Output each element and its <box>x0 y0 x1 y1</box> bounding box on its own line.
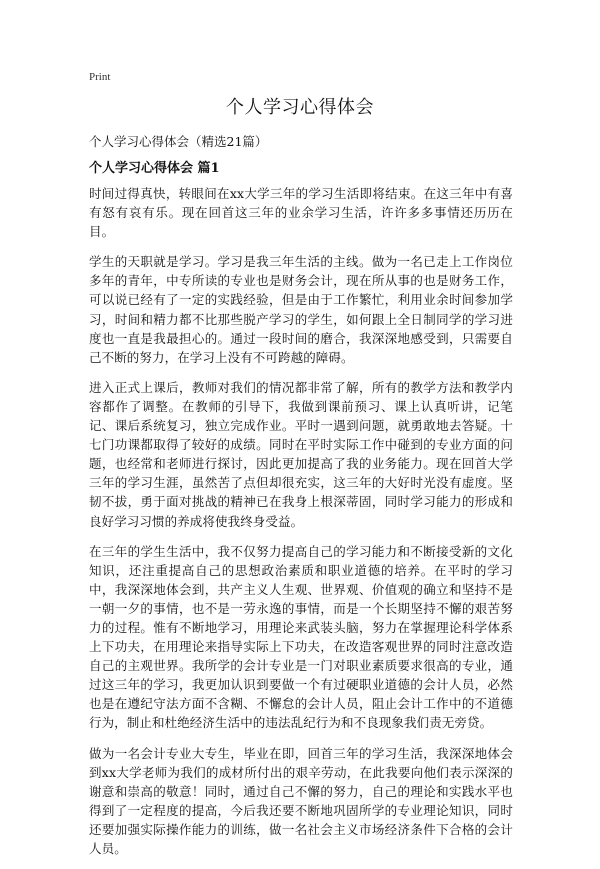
section-heading: 个人学习心得体会 篇1 <box>89 161 220 176</box>
paragraph-5: 做为一名会计专业大专生，毕业在即，回首三年的学习生活，我深深地体会到xx大学老师为我们的成材所付出的艰辛劳动，在此我要向他们表示深深的谢意和崇高的敬意！同时，通过自己不懈的努力，自己的理论和实践水平也得到了一定程度的提高，今后我还要不断地巩固所学的专业理论知识，同时还要加强实际操作能力的训练，做一名社会主义市场经济条件下合格的会计人员。 <box>89 745 513 856</box>
paragraph-1: 时间过得真快，转眼间在xx大学三年的学习生活即将结束。在这三年中有喜有怒有哀有乐。现在回首这三年的业余学习生活，许许多多事情还历历在目。 <box>89 186 513 240</box>
page-title: 个人学习心得体会 <box>226 97 374 118</box>
paragraph-2: 学生的天职就是学习。学习是我三年生活的主线。做为一名已走上工作岗位多年的青年，中专所读的专业也是财务会计，现在所从事的也是财务工作，可以说已经有了一定的实践经验，但是由于工作繁忙，利用业余时间参加学习，时间和精力都不比那些脱产学习的学生，如何跟上全日制同学的学习进度也一直是我最担心的。通过一段时间的磨合，我深深地感受到，只需要自己不断的努力，在学习上没有不可跨越的障碍。 <box>89 254 513 365</box>
print-link[interactable]: Print <box>89 71 111 83</box>
paragraph-3: 进入正式上课后，教师对我们的情况都非常了解，所有的教学方法和教学内容都作了调整。在教师的引导下，我做到课前预习、课上认真听讲，记笔记、课后系统复习，独立完成作业。平时一遇到问题，就勇敢地去答疑。十七门功课都取得了较好的成绩。同时在平时实际工作中碰到的专业方面的问题，也经常和老师进行探讨，因此更加提高了我的业务能力。现在回首大学三年的学习生涯，虽然苦了点但却很充实，这三年的大好时光没有虚度。坚韧不拔，勇于面对挑战的精神已在我身上根深蒂固，同时学习能力的形成和良好学习习惯的养成将使我终身受益。 <box>89 379 513 529</box>
article-body <box>89 184 513 869</box>
document-subtitle: 个人学习心得体会（精选21篇） <box>89 134 268 149</box>
paragraph-4: 在三年的学生生活中，我不仅努力提高自己的学习能力和不断接受新的文化知识，还注重提高自己的思想政治素质和职业道德的培养。在平时的学习中，我深深地体会到，共产主义人生观、世界观、价值观的确立和坚持不是一朝一夕的事情，也不是一劳永逸的事情，而是一个长期坚持不懈的艰苦努力的过程。惟有不断地学习，用理论来武装头脑，努力在掌握理论科学体系上下功夫，在用理论来指导实际上下功夫，在改造客观世界的同时注意改造自己的主观世界。我所学的会计专业是一门对职业素质要求很高的专业，通过这三年的学习，我更加认识到要做一个有过硬职业道德的会计人员，必然也是在遵纪守法方面不含糊、不懈怠的会计人员，阻止会计工作中的不道德行为，制止和杜绝经济生活中的违法乱纪行为和不良现象我们责无旁贷。 <box>89 543 513 731</box>
